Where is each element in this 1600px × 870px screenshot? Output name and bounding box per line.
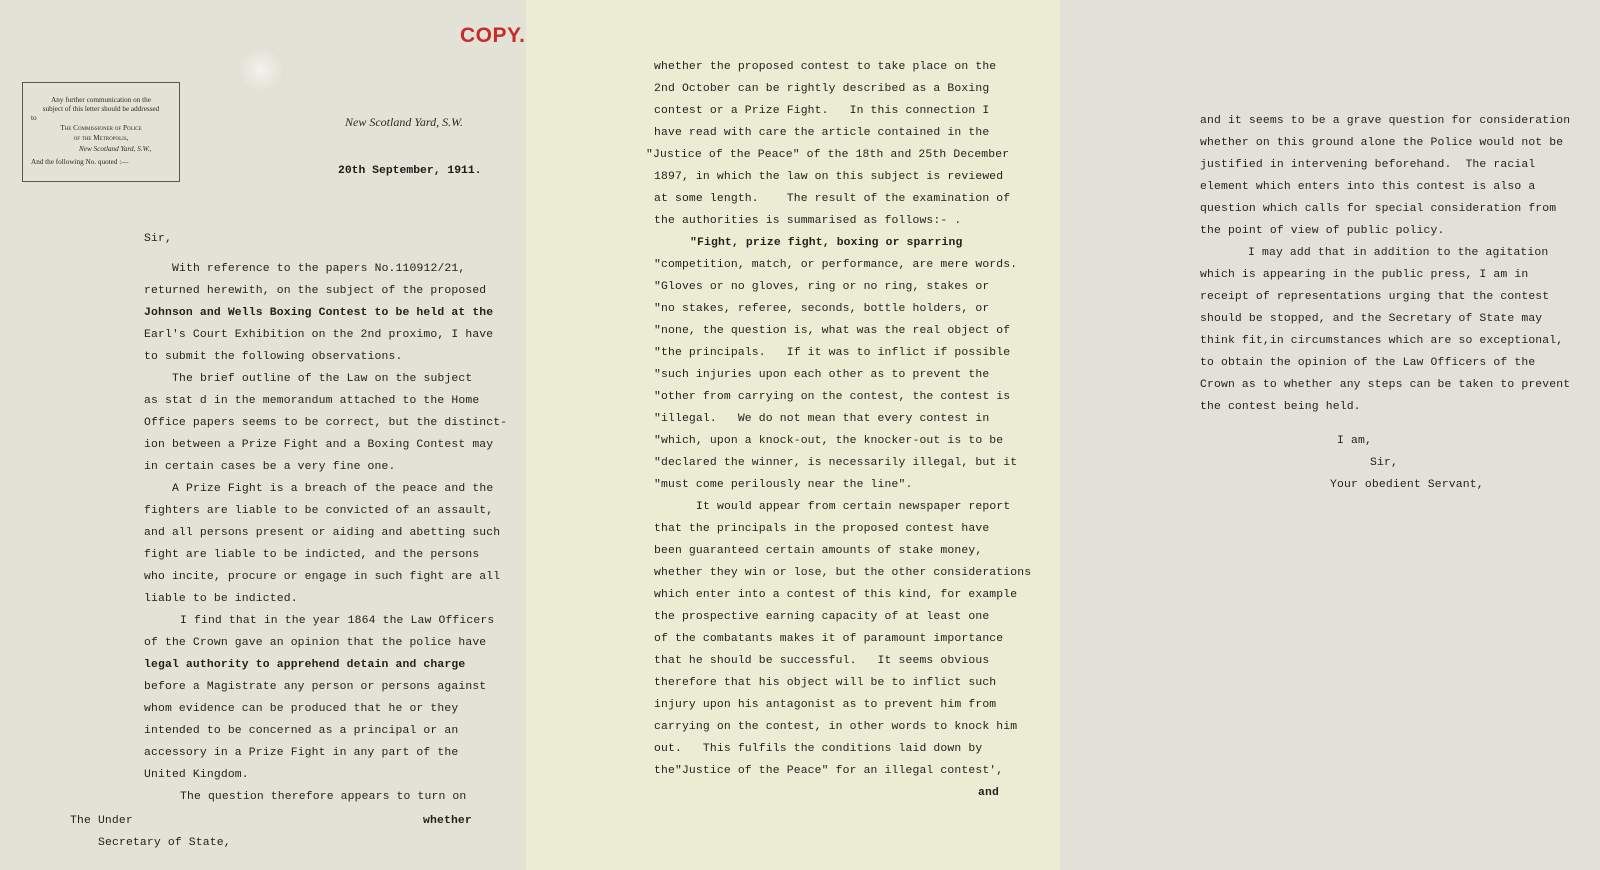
- letter-page-3: [1060, 0, 1600, 870]
- body-line: "Justice of the Peace" of the 18th and 25th December: [646, 149, 1010, 161]
- body-line: returned herewith, on the subject of the proposed: [144, 285, 487, 297]
- body-line: "the principals. If it was to inflict if possible: [654, 347, 1011, 359]
- body-line: "declared the winner, is necessarily illegal, but it: [654, 457, 1018, 469]
- body-line: legal authority to apprehend detain and charge: [144, 659, 466, 671]
- body-line: "Fight, prize fight, boxing or sparring: [690, 237, 963, 249]
- body-line: fight are liable to be indicted, and the persons: [144, 549, 480, 561]
- address-instruction-box: [22, 82, 180, 182]
- closing-line: Sir,: [1370, 457, 1398, 469]
- body-line: whether they win or lose, but the other considerations: [654, 567, 1032, 579]
- body-line: It would appear from certain newspaper report: [696, 501, 1011, 513]
- body-line: intended to be concerned as a principal or an: [144, 725, 459, 737]
- letter-place: New Scotland Yard, S.W.: [345, 115, 464, 129]
- body-line: think fit,in circumstances which are so exceptional,: [1200, 335, 1564, 347]
- body-line: whom evidence can be produced that he or they: [144, 703, 459, 715]
- body-line: 1897, in which the law on this subject is reviewed: [654, 171, 1004, 183]
- body-line: "must come perilously near the line".: [654, 479, 913, 491]
- body-line: "illegal. We do not mean that every contest in: [654, 413, 990, 425]
- body-line: the"Justice of the Peace" for an illegal contest',: [654, 765, 1004, 777]
- body-line: and it seems to be a grave question for consideration: [1200, 115, 1571, 127]
- body-line: to obtain the opinion of the Law Officers of the: [1200, 357, 1536, 369]
- body-line: the authorities is summarised as follows:- .: [654, 215, 962, 227]
- address-box-line: And the following No. quoted :—: [31, 158, 129, 166]
- body-line: "none, the question is, what was the real object of: [654, 325, 1011, 337]
- address-box-line: Any further communication on the: [51, 96, 151, 104]
- letter-page-2: [526, 0, 1060, 870]
- body-line: been guaranteed certain amounts of stake money,: [654, 545, 983, 557]
- body-line: fighters are liable to be convicted of an assault,: [144, 505, 494, 517]
- body-line: which is appearing in the public press, I am in: [1200, 269, 1529, 281]
- address-box-line: of the Metropolis,: [73, 134, 129, 142]
- body-line: With reference to the papers No.110912/21,: [172, 263, 466, 275]
- body-line: have read with care the article contained in the: [654, 127, 990, 139]
- addressee-line: The Under: [70, 815, 133, 827]
- body-line: justified in intervening beforehand. The racial: [1200, 159, 1536, 171]
- body-line: therefore that his object will be to inflict such: [654, 677, 997, 689]
- body-line: receipt of representations urging that the contest: [1200, 291, 1550, 303]
- body-line: out. This fulfils the conditions laid down by: [654, 743, 983, 755]
- body-line: to submit the following observations.: [144, 351, 403, 363]
- body-line: The question therefore appears to turn on: [180, 791, 467, 803]
- body-line: and all persons present or aiding and abetting such: [144, 527, 501, 539]
- body-line: should be stopped, and the Secretary of State may: [1200, 313, 1543, 325]
- address-box-line: The Commissioner of Police: [60, 124, 142, 132]
- body-line: "Gloves or no gloves, ring or no ring, stakes or: [654, 281, 990, 293]
- body-line: Earl's Court Exhibition on the 2nd proximo, I have: [144, 329, 494, 341]
- body-line: I may add that in addition to the agitation: [1248, 247, 1549, 259]
- body-line: injury upon his antagonist as to prevent him from: [654, 699, 997, 711]
- address-box-line: to: [31, 114, 37, 122]
- body-line: of the combatants makes it of paramount importance: [654, 633, 1004, 645]
- letter-date: 20th September, 1911.: [338, 165, 482, 177]
- body-line: whether on this ground alone the Police would not be: [1200, 137, 1564, 149]
- closing-line: Your obedient Servant,: [1330, 479, 1484, 491]
- catchword: whether: [423, 815, 472, 827]
- address-box-line: subject of this letter should be addressed: [42, 105, 160, 113]
- body-line: the point of view of public policy.: [1200, 225, 1445, 237]
- body-line: as stat d in the memorandum attached to the Home: [144, 395, 480, 407]
- body-line: question which calls for special consideration from: [1200, 203, 1557, 215]
- body-line: at some length. The result of the examination of: [654, 193, 1011, 205]
- body-line: whether the proposed contest to take place on the: [654, 61, 997, 73]
- body-line: Office papers seems to be correct, but the distinct-: [144, 417, 508, 429]
- body-line: "competition, match, or performance, are mere words.: [654, 259, 1018, 271]
- closing-line: I am,: [1337, 435, 1372, 447]
- body-line: that he should be successful. It seems obvious: [654, 655, 990, 667]
- body-line: "other from carrying on the contest, the contest is: [654, 391, 1011, 403]
- body-line: "which, upon a knock-out, the knocker-out is to be: [654, 435, 1004, 447]
- body-line: "no stakes, referee, seconds, bottle holders, or: [654, 303, 990, 315]
- body-line: Johnson and Wells Boxing Contest to be held at the: [144, 307, 494, 319]
- body-line: 2nd October can be rightly described as a Boxing: [654, 83, 990, 95]
- addressee-line: Secretary of State,: [98, 837, 231, 849]
- body-line: contest or a Prize Fight. In this connection I: [654, 105, 990, 117]
- body-line: the contest being held.: [1200, 401, 1361, 413]
- body-line: the prospective earning capacity of at least one: [654, 611, 990, 623]
- copy-stamp: COPY.: [460, 24, 526, 47]
- salutation: Sir,: [144, 233, 172, 245]
- body-line: before a Magistrate any person or persons against: [144, 681, 487, 693]
- body-line: Crown as to whether any steps can be taken to prevent: [1200, 379, 1571, 391]
- body-line: ion between a Prize Fight and a Boxing Contest may: [144, 439, 494, 451]
- body-line: The brief outline of the Law on the subject: [172, 373, 473, 385]
- catchword: and: [978, 787, 999, 799]
- body-line: element which enters into this contest is also a: [1200, 181, 1536, 193]
- body-line: liable to be indicted.: [144, 593, 298, 605]
- body-line: accessory in a Prize Fight in any part of the: [144, 747, 459, 759]
- body-line: of the Crown gave an opinion that the police have: [144, 637, 487, 649]
- body-line: who incite, procure or engage in such fight are all: [144, 571, 501, 583]
- body-line: "such injuries upon each other as to prevent the: [654, 369, 990, 381]
- body-line: that the principals in the proposed contest have: [654, 523, 990, 535]
- body-line: I find that in the year 1864 the Law Officers: [180, 615, 495, 627]
- body-line: which enter into a contest of this kind, for example: [654, 589, 1018, 601]
- body-line: in certain cases be a very fine one.: [144, 461, 396, 473]
- embossed-seal-icon: [232, 44, 290, 96]
- address-box-line: New Scotland Yard, S.W.,: [79, 145, 152, 153]
- body-line: carrying on the contest, in other words to knock him: [654, 721, 1018, 733]
- body-line: A Prize Fight is a breach of the peace and the: [172, 483, 494, 495]
- letter-page-1: [0, 0, 526, 870]
- body-line: United Kingdom.: [144, 769, 249, 781]
